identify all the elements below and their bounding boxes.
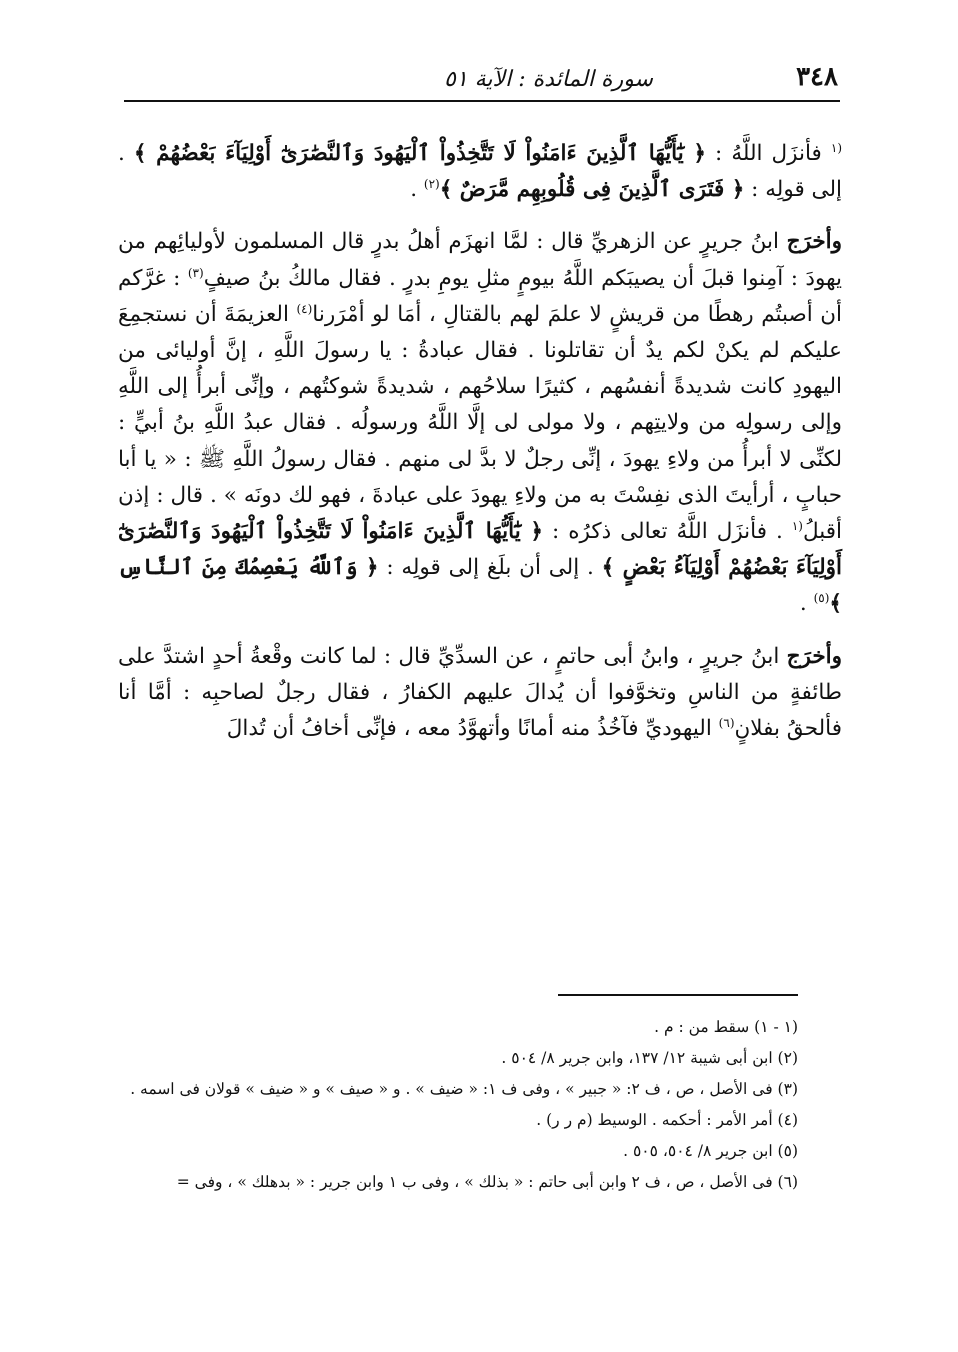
running-title: سورة المائدة : الآية ٥١ (444, 67, 653, 92)
footnote: (٤) أمر الأمر : أحكمه . الوسيط (م ر ر) . (536, 1111, 798, 1129)
footnote: (٦) فى الأصل ، ص ، ف ٢ وابن أبى حاتم : « بذلك » ، وفى ب ١ وابن جرير : « بدهلك » ، وفى = (176, 1173, 798, 1191)
text-segment: ابنُ جريرٍ ، وابنُ أبى حاتمٍ ، عن السدِّيِّ قال : لما كانت وقْعةُ أحدٍ اشتدَّ على طائفةٍ من الناسِ وتخوَّفوا أن يُدالَ عليهم الكفارُ ، فقال رجلٌ لصاحبِه : أمَّا أنا فألحقُ بفلانٍ (118, 643, 842, 742)
quran-verse: ﴿ فَتَرَى ٱلَّذِينَ فِى قُلُوبِهِم مَّرَضٌ ﴾ (439, 177, 745, 203)
footnote: (٣) فى الأصل ، ص ، ف ٢: « جبير » ، وفى ف ١: « ضيف » . و « صيف » و « ضيف » قولان فى اسمه . (130, 1080, 798, 1098)
text-segment: اليهوديِّ فآخُذُ منه أمانًا وأتهوَّدُ معه ، فإنِّى أخافُ أن تُدالَ (226, 716, 719, 742)
paragraph (118, 639, 842, 748)
footnote-marker: (٣) (187, 265, 204, 280)
paragraph (118, 224, 842, 622)
footnote: (٥) ابن جرير ٨/ ٥٠٤، ٥٠٥ . (623, 1142, 798, 1160)
footnotes (110, 1012, 798, 1198)
header-rule (124, 100, 840, 102)
quran-verse: ﴿ وَٱللَّهُ يَعْصِمُكَ مِنَ ٱلنَّاسِ ﴾ (118, 555, 842, 617)
footnote: (١ - ١) سقط من : م . (654, 1018, 798, 1036)
footnote-marker: (١ (830, 140, 842, 155)
text-segment: . فأنزَل اللَّهُ تعالى ذكرُه : (542, 519, 792, 545)
lead-word: وأخرَج (786, 643, 842, 669)
text-segment: . إلى أن بلَغ إلى قولِه : (378, 555, 602, 581)
text-segment: . (799, 591, 814, 617)
footnote-marker: (٦) (718, 715, 735, 730)
text-segment: . إلى قولِه : (118, 141, 842, 203)
footnote-marker: (٤) (296, 301, 313, 316)
footnote: (٢) ابن أبى شيبة ١٢/ ١٣٧، وابن جرير ٨/ ٥٠٤ . (501, 1049, 798, 1067)
page-header (124, 52, 838, 92)
quran-verse: ﴿ يَٰٓأَيُّهَا ٱلَّذِينَ ءَامَنُواْ لَا تَتَّخِذُواْ ٱلْيَهُودَ وَٱلنَّصَٰرَىٰٓ أَوْلِيَآءَ بَعْضُهُمْ ﴾ (133, 141, 706, 166)
quran-verse: ﴿ يَٰٓأَيُّهَا ٱلَّذِينَ ءَامَنُواْ لَا تَتَّخِذُواْ ٱلْيَهُودَ وَٱلنَّصَٰرَىٰٓ أَوْلِيَآءَ بَعْضُهُمْ أَوْلِيَآءُ بَعْضٍ ﴾ (118, 519, 842, 581)
lead-word: وأخرَج (786, 229, 842, 255)
footnote-rule (558, 994, 798, 996)
text-segment: . (410, 177, 424, 203)
footnote-marker: (٥) (813, 591, 830, 606)
text-segment: : غرَّكم أن أصبتُم رهطًا من قريشٍ لا علمَ لهم بالقتالِ ، أمَا لو أمْرَرنا (118, 265, 842, 327)
footnote-marker: (٢) (423, 177, 440, 192)
paragraph (118, 136, 842, 208)
footnote-marker: (١ (791, 518, 803, 533)
text-segment: العزيمَةَ أن نستجمِعَ عليكم لم يكنْ لكم يدٌ أن تقاتلونا . فقال عبادةُ : يا رسولَ اللَّهِ ، إنَّ أوليائى من اليهودِ كانت شديدةً أنفسُهم ، كثيرًا سلاحُهم ، شديدةً شوكتُهم ، وإنِّى أبرأُ إلى اللَّهِ وإلى رسولِه من ولايتِهم ، ولا مولى لى إلَّا اللَّهُ ورسولُه . فقال عبدُ اللَّهِ بنُ أبيٍّ : لكنِّى لا أبرأُ من ولاءِ يهودَ ، إنِّى رجلٌ لا بدَّ لى منهم . فقال رسولُ اللَّهِ ﷺ : « يا أبا حبابٍ ، أرأيتَ الذى نفِسْتَ به من ولاءِ يهودَ على عبادةَ ، فهو لك دونَه » . قال : إذن أقبلُ (118, 301, 843, 545)
text-segment: ابنُ جريرٍ عن الزهريِّ قال : لمَّا انهزَم أهلُ بدرٍ قال المسلمون لأوليائِهم من يهودَ : آمِنوا قبلَ أن يصيبَكم اللَّهُ بيومٍ مثلِ يومِ بدرٍ . فقال مالكُ بنُ صيفٍ (118, 229, 842, 291)
page-number: ٣٤٨ (796, 62, 838, 92)
body-text (118, 136, 842, 763)
text-segment: فأنزَل اللَّهُ : (706, 141, 831, 166)
